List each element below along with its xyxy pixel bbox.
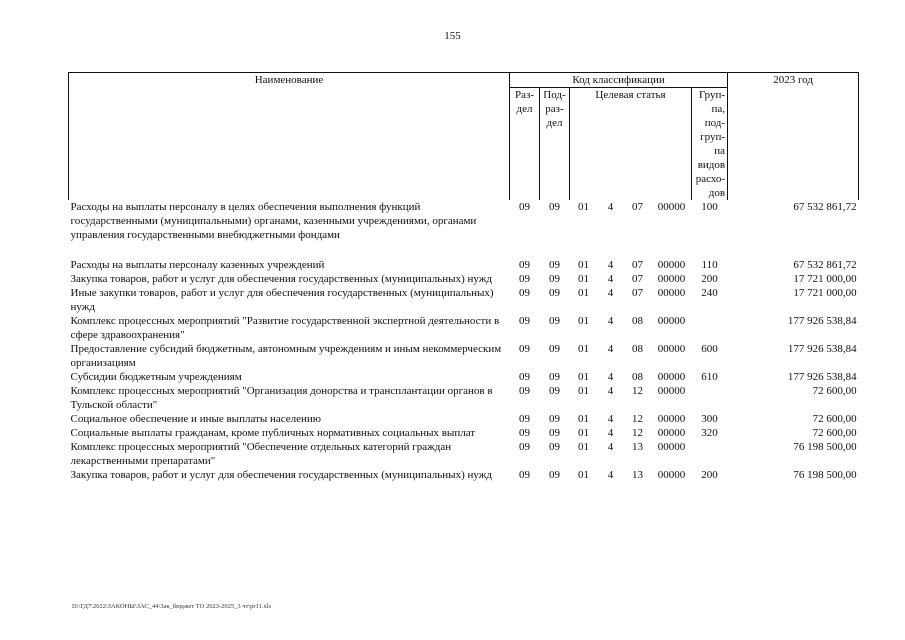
row-razdel: 09 <box>519 385 530 397</box>
row-name: Субсидии бюджетным учреждениям <box>70 371 242 383</box>
row-vid: 240 <box>701 287 718 299</box>
row-cs-complex: 13 <box>632 441 643 453</box>
row-cs-complex: 07 <box>632 259 643 271</box>
row-cs-direction: 00000 <box>657 469 686 481</box>
row-cs-type: 4 <box>607 259 614 271</box>
table-row <box>69 314 859 342</box>
row-razdel: 09 <box>519 273 530 285</box>
header-tselevaya: Целевая статья <box>570 88 692 201</box>
table-row <box>69 384 859 412</box>
row-cs-complex: 07 <box>632 273 643 285</box>
row-amount: 67 532 861,72 <box>793 259 857 271</box>
row-amount: 17 721 000,00 <box>793 287 857 299</box>
row-vid: 200 <box>701 273 718 285</box>
row-name: Иные закупки товаров, работ и услуг для обеспечения государственных (муниципальных) нужд <box>70 287 494 313</box>
header-year: 2023 год <box>728 73 859 201</box>
table-row <box>69 468 859 482</box>
row-cs-program: 01 <box>578 315 589 327</box>
header-classification: Код классификации <box>510 73 728 88</box>
row-podrazdel: 09 <box>549 427 560 439</box>
row-name: Социальные выплаты гражданам, кроме публичных нормативных социальных выплат <box>70 427 476 439</box>
row-cs-type: 4 <box>607 287 614 299</box>
table-row <box>69 258 859 272</box>
row-cs-complex: 08 <box>632 343 643 355</box>
row-cs-complex: 08 <box>632 371 643 383</box>
row-cs-program: 01 <box>578 259 589 271</box>
row-razdel: 09 <box>519 201 530 213</box>
row-name: Комплекс процессных мероприятий "Развитие государственной экспертной деятельности в сфере здравоохранения" <box>70 315 500 341</box>
row-podrazdel: 09 <box>549 413 560 425</box>
row-amount: 72 600,00 <box>812 413 857 425</box>
row-razdel: 09 <box>519 441 530 453</box>
row-cs-type: 4 <box>607 441 614 453</box>
row-name: Комплекс процессных мероприятий "Организация донорства и трансплантации органов в Тульской области" <box>70 385 493 411</box>
row-cs-program: 01 <box>578 441 589 453</box>
budget-table <box>68 72 859 482</box>
row-podrazdel: 09 <box>549 343 560 355</box>
row-cs-complex: 12 <box>632 427 643 439</box>
row-cs-program: 01 <box>578 287 589 299</box>
row-vid <box>692 314 728 342</box>
row-amount: 177 926 538,84 <box>787 343 857 355</box>
row-podrazdel: 09 <box>549 287 560 299</box>
row-cs-direction: 00000 <box>657 413 686 425</box>
row-razdel: 09 <box>519 371 530 383</box>
row-vid: 320 <box>701 427 718 439</box>
row-cs-program: 01 <box>578 413 589 425</box>
table-row <box>69 200 859 258</box>
row-cs-direction: 00000 <box>657 287 686 299</box>
row-name: Социальное обеспечение и иные выплаты населению <box>70 413 322 425</box>
row-vid: 610 <box>701 371 718 383</box>
table-row <box>69 426 859 440</box>
file-path-footer: D:\ГД7\2022\ЗАКОНЫ\ЗАС_44\Зак_бюджет ТО 2023-2025_3 чт\pr11.xls <box>72 603 272 610</box>
row-podrazdel: 09 <box>549 201 560 213</box>
row-cs-type: 4 <box>607 201 614 213</box>
header-vid-rashodov: Груп- па, под- груп- па видов расхо- дов <box>692 88 728 201</box>
row-razdel: 09 <box>519 413 530 425</box>
row-cs-program: 01 <box>578 201 589 213</box>
row-cs-complex: 08 <box>632 315 643 327</box>
header-razdel: Раз- дел <box>510 88 540 201</box>
row-vid <box>692 440 728 468</box>
row-razdel: 09 <box>519 259 530 271</box>
row-podrazdel: 09 <box>549 315 560 327</box>
row-razdel: 09 <box>519 315 530 327</box>
table-row <box>69 370 859 384</box>
row-cs-complex: 07 <box>632 201 643 213</box>
row-cs-direction: 00000 <box>657 201 686 213</box>
row-cs-program: 01 <box>578 371 589 383</box>
row-cs-type: 4 <box>607 371 614 383</box>
row-cs-type: 4 <box>607 469 614 481</box>
row-vid: 110 <box>701 259 718 271</box>
row-vid: 300 <box>701 413 718 425</box>
page-number: 155 <box>444 30 461 42</box>
row-amount: 177 926 538,84 <box>787 371 857 383</box>
row-cs-type: 4 <box>607 315 614 327</box>
row-cs-direction: 00000 <box>657 315 686 327</box>
row-cs-direction: 00000 <box>657 259 686 271</box>
row-amount: 177 926 538,84 <box>787 315 857 327</box>
row-cs-complex: 12 <box>632 413 643 425</box>
row-cs-type: 4 <box>607 385 614 397</box>
row-vid: 100 <box>701 201 718 213</box>
row-cs-complex: 12 <box>632 385 643 397</box>
row-cs-type: 4 <box>607 413 614 425</box>
row-cs-direction: 00000 <box>657 441 686 453</box>
row-cs-direction: 00000 <box>657 385 686 397</box>
row-amount: 72 600,00 <box>812 427 857 439</box>
row-vid <box>692 384 728 412</box>
row-vid: 600 <box>701 343 718 355</box>
row-cs-program: 01 <box>578 427 589 439</box>
row-cs-direction: 00000 <box>657 343 686 355</box>
row-cs-complex: 07 <box>632 287 643 299</box>
row-cs-program: 01 <box>578 385 589 397</box>
row-name: Закупка товаров, работ и услуг для обеспечения государственных (муниципальных) нужд <box>70 273 492 285</box>
row-cs-program: 01 <box>578 469 589 481</box>
row-podrazdel: 09 <box>549 259 560 271</box>
header-name: Наименование <box>69 73 510 201</box>
row-podrazdel: 09 <box>549 441 560 453</box>
row-cs-type: 4 <box>607 343 614 355</box>
table-row <box>69 272 859 286</box>
row-razdel: 09 <box>519 469 530 481</box>
row-amount: 17 721 000,00 <box>793 273 857 285</box>
row-cs-direction: 00000 <box>657 371 686 383</box>
row-name: Комплекс процессных мероприятий "Обеспечение отдельных категорий граждан лекарственными препаратами" <box>70 441 452 467</box>
row-name: Предоставление субсидий бюджетным, автономным учреждениям и иным некоммерческим организациям <box>70 343 502 369</box>
row-cs-type: 4 <box>607 427 614 439</box>
row-razdel: 09 <box>519 287 530 299</box>
row-amount: 72 600,00 <box>812 385 857 397</box>
row-podrazdel: 09 <box>549 371 560 383</box>
row-podrazdel: 09 <box>549 469 560 481</box>
table-row <box>69 342 859 370</box>
row-cs-type: 4 <box>607 273 614 285</box>
row-amount: 67 532 861,72 <box>793 201 857 213</box>
row-cs-complex: 13 <box>632 469 643 481</box>
table-row <box>69 286 859 314</box>
row-amount: 76 198 500,00 <box>793 441 857 453</box>
row-cs-direction: 00000 <box>657 427 686 439</box>
row-name: Закупка товаров, работ и услуг для обеспечения государственных (муниципальных) нужд <box>70 469 492 481</box>
row-name: Расходы на выплаты персоналу в целях обеспечения выполнения функций государственными (муниципальными) органами, казенными учреждениями, органами управления государственными внебюджетными фондами <box>70 201 477 241</box>
table-row <box>69 412 859 426</box>
row-razdel: 09 <box>519 427 530 439</box>
row-razdel: 09 <box>519 343 530 355</box>
row-amount: 76 198 500,00 <box>793 469 857 481</box>
row-cs-direction: 00000 <box>657 273 686 285</box>
header-podrazdel: Под- раз- дел <box>540 88 570 201</box>
row-podrazdel: 09 <box>549 385 560 397</box>
row-cs-program: 01 <box>578 273 589 285</box>
row-vid: 200 <box>701 469 718 481</box>
row-name: Расходы на выплаты персоналу казенных учреждений <box>70 259 325 271</box>
row-podrazdel: 09 <box>549 273 560 285</box>
row-cs-program: 01 <box>578 343 589 355</box>
table-row <box>69 440 859 468</box>
